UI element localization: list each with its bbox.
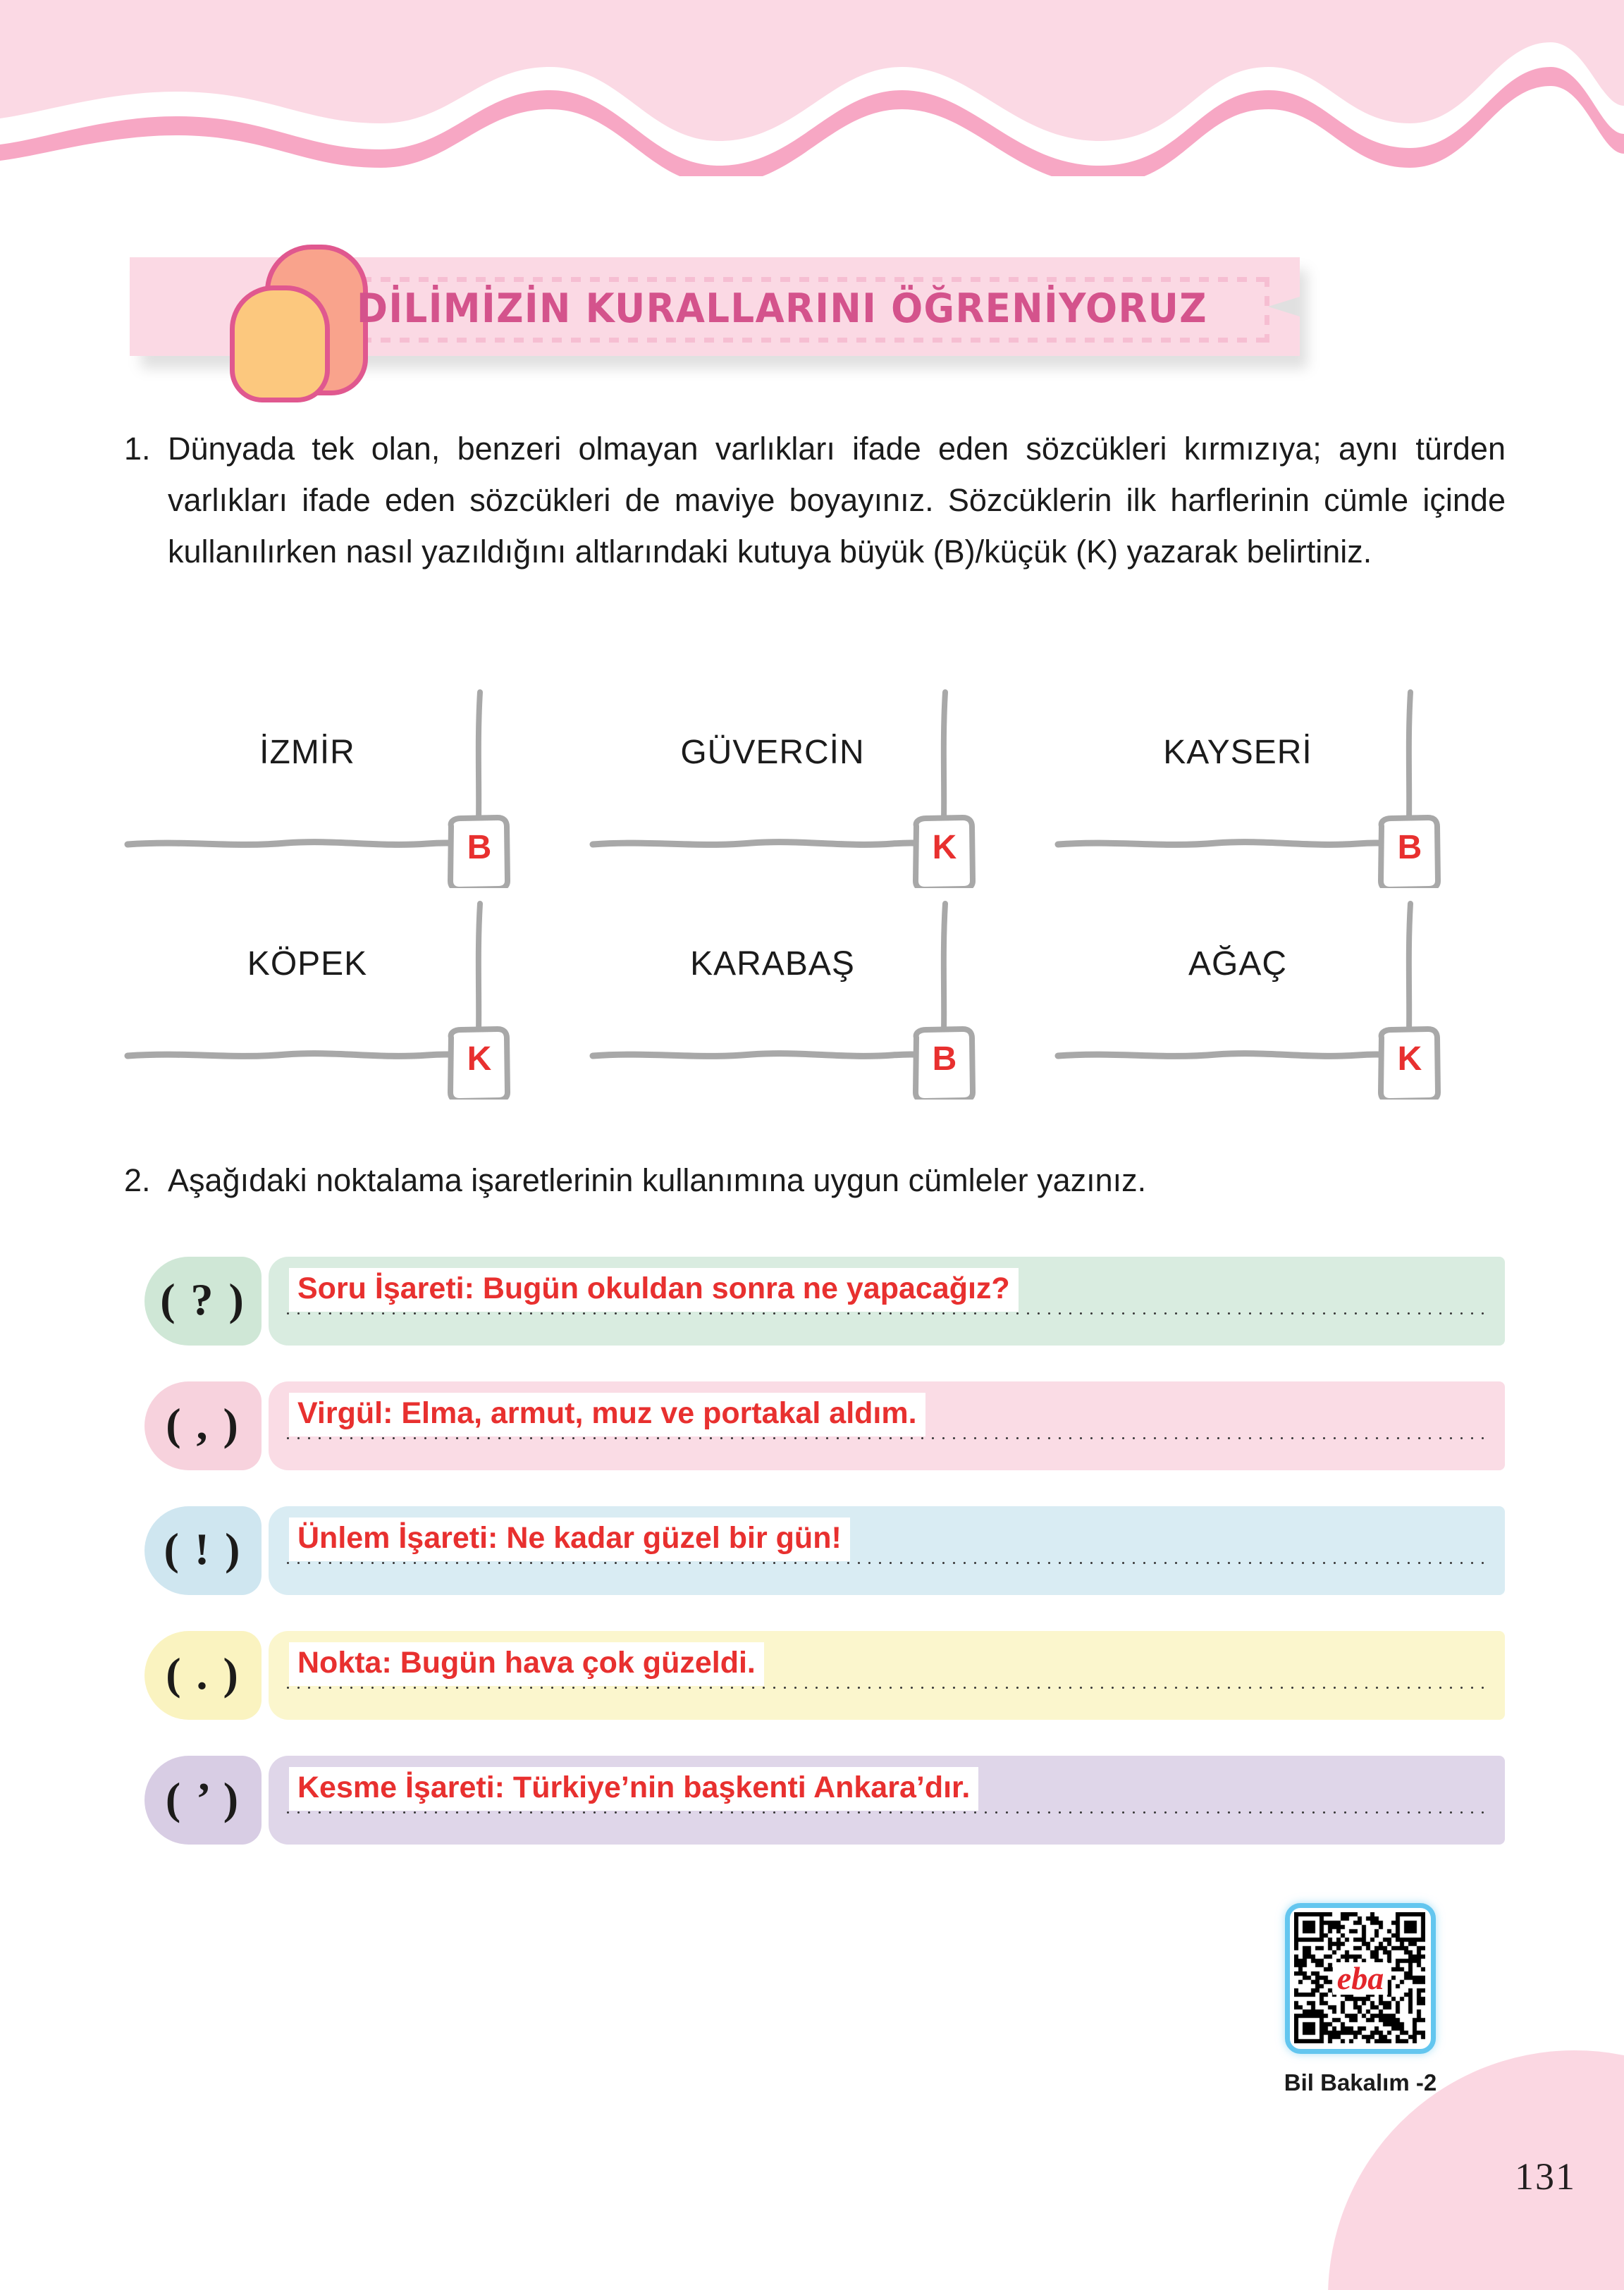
word-answer-letter[interactable]: B: [932, 1040, 957, 1078]
punctuation-exercise-list: [144, 1251, 1505, 1875]
word-label: KARABAŞ: [690, 945, 855, 983]
word-item[interactable]: [1054, 677, 1506, 888]
word-item[interactable]: [589, 888, 1040, 1100]
punctuation-writing-line: [283, 1561, 1491, 1565]
word-answer-letter[interactable]: K: [932, 829, 957, 866]
punctuation-symbol: ( . ): [166, 1649, 240, 1699]
punctuation-writing-line: [283, 1686, 1491, 1689]
punctuation-symbol-pill: [144, 1756, 262, 1845]
question-1: [124, 423, 1506, 577]
page-corner-decoration: [1293, 2008, 1624, 2290]
word-label: AĞAÇ: [1188, 945, 1288, 983]
question-2-number: 2.: [124, 1162, 151, 1198]
word-answer-letter[interactable]: K: [1397, 1040, 1422, 1078]
punctuation-row: [144, 1750, 1505, 1857]
punctuation-symbol-pill: [144, 1506, 262, 1595]
punctuation-row: [144, 1251, 1505, 1358]
page-number: 131: [1515, 2155, 1576, 2198]
punctuation-answer-text[interactable]: Nokta: Bugün hava çok güzeldi.: [289, 1642, 764, 1686]
banner-dashed-border-right: [1265, 277, 1269, 343]
eba-logo: eba: [1333, 1962, 1388, 1995]
punctuation-row: [144, 1625, 1505, 1732]
punctuation-symbol: ( ! ): [164, 1524, 242, 1574]
page-corner-blob: [1328, 2050, 1624, 2290]
word-label: KAYSERİ: [1163, 734, 1312, 771]
speech-bubble-icon-small: [230, 285, 330, 402]
punctuation-answer-text[interactable]: Ünlem İşareti: Ne kadar güzel bir gün!: [289, 1518, 850, 1561]
baseline: [593, 842, 929, 845]
punctuation-writing-line: [283, 1436, 1491, 1440]
section-banner: [124, 250, 1365, 391]
punctuation-answer-text[interactable]: Virgül: Elma, armut, muz ve portakal aldım.: [289, 1393, 925, 1436]
question-1-number: 1.: [124, 431, 151, 467]
baseline: [128, 842, 464, 845]
question-2-text: Aşağıdaki noktalama işaretlerinin kullanımına uygun cümleler yazınız.: [168, 1162, 1147, 1198]
punctuation-symbol-pill: [144, 1381, 262, 1470]
word-row: [124, 888, 1506, 1100]
baseline: [1058, 842, 1394, 845]
baseline: [593, 1054, 929, 1057]
qr-caption: Bil Bakalım -2: [1284, 2069, 1437, 2095]
banner-dashed-border-top: [343, 277, 1266, 282]
punctuation-row: [144, 1376, 1505, 1483]
word-label: KÖPEK: [247, 945, 368, 983]
top-decorative-wave: [0, 0, 1624, 176]
baseline: [1058, 1054, 1394, 1057]
punctuation-answer-text[interactable]: Kesme İşareti: Türkiye’nin başkenti Ankara’dır.: [289, 1767, 978, 1811]
punctuation-symbol-pill: [144, 1257, 262, 1346]
punctuation-answer-text[interactable]: Soru İşareti: Bugün okuldan sonra ne yapacağız?: [289, 1268, 1019, 1312]
punctuation-writing-line: [283, 1312, 1491, 1315]
banner-dashed-border-bottom: [343, 338, 1266, 343]
punctuation-symbol-pill: [144, 1631, 262, 1720]
punctuation-symbol: ( ’ ): [165, 1773, 241, 1823]
word-exercise-grid: [124, 677, 1506, 1100]
word-item[interactable]: [124, 677, 575, 888]
punctuation-symbol: ( ? ): [160, 1274, 246, 1324]
baseline: [128, 1054, 464, 1057]
word-row: [124, 677, 1506, 888]
banner-title: DİLİMİZİN KURALLARINI ÖĞRENİYORUZ: [357, 285, 1207, 332]
punctuation-row: [144, 1501, 1505, 1608]
word-label: GÜVERCİN: [680, 734, 865, 771]
question-2: [124, 1159, 1527, 1202]
word-answer-letter[interactable]: B: [467, 829, 492, 866]
word-item[interactable]: [124, 888, 575, 1100]
punctuation-symbol: ( , ): [166, 1399, 240, 1449]
punctuation-writing-line: [283, 1811, 1491, 1814]
word-label: İZMİR: [259, 734, 355, 771]
word-item[interactable]: [589, 677, 1040, 888]
word-answer-letter[interactable]: K: [467, 1040, 492, 1078]
word-item[interactable]: [1054, 888, 1506, 1100]
word-answer-letter[interactable]: B: [1397, 829, 1422, 866]
question-1-text: Dünyada tek olan, benzeri olmayan varlıkları ifade eden sözcükleri kırmızıya; aynı türden varlıkları ifade eden sözcükleri de maviye boyayınız. Sözcüklerin ilk harflerinin cümle içinde kullanılırken nasıl yazıldığını altlarındaki kutuya büyük (B)/küçük (K) yazarak belirtiniz.: [168, 431, 1506, 570]
